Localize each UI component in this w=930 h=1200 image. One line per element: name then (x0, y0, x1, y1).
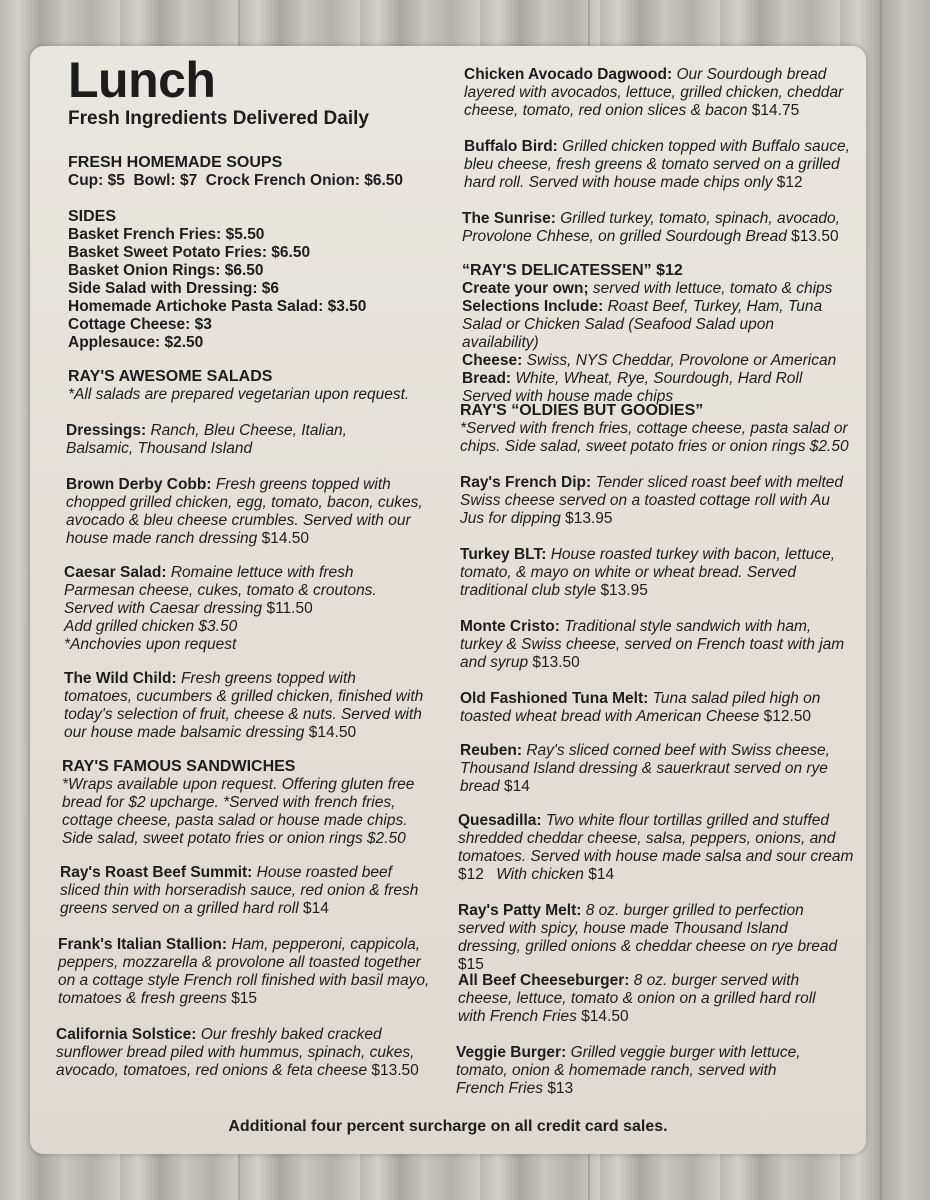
deli-selections-label: Selections Include: (462, 298, 604, 315)
board-seam (880, 0, 882, 1200)
item-desc: Fresh greens topped with tomatoes, cucumbers & grilled chicken, finished with today's selection of fruit, cheese & nuts. Served with our house made balsamic dressing (64, 670, 424, 741)
oldies-section (460, 402, 852, 456)
item-name: Quesadilla: (458, 812, 542, 829)
item-name: California Solstice: (56, 1026, 197, 1043)
menu-item (460, 474, 852, 528)
item-desc: Grilled turkey, tomato, spinach, avocado, Provolone Chhese, on grilled Sourdough Bread (462, 210, 840, 245)
item-desc: Two white flour tortillas grilled and stuffed shredded cheddar cheese, salsa, peppers, onions, and tomatoes. Served with house made salsa and sour cream (458, 812, 854, 865)
item-price: $14.75 (751, 102, 800, 119)
item-name: Buffalo Bird: (464, 138, 558, 155)
item-desc: House roasted turkey with bacon, lettuce, tomato, & mayo on white or wheat bread. Served traditional club style (460, 546, 836, 599)
menu-item (64, 670, 428, 742)
menu-item (458, 812, 854, 884)
surcharge-notice: Additional four percent surcharge on all credit card sales. (228, 1118, 668, 1135)
item-desc: Tuna salad piled high on toasted wheat bread with American Cheese (460, 690, 821, 725)
menu-item (460, 742, 852, 796)
deli-create-label: Create your own; (462, 280, 589, 297)
item-price: $14 (503, 778, 530, 795)
item-desc: Our Sourdough bread layered with avocados, lettuce, grilled chicken, cheddar cheese, tomato, red onion slices & bacon (464, 66, 844, 119)
item-price: $14.50 (581, 1008, 629, 1025)
menu-subtitle: Fresh Ingredients Delivered Daily (68, 108, 369, 129)
soups-prices: Cup: $5 Bowl: $7 Crock French Onion: $6.50 (68, 172, 404, 189)
deli-bread-text: White, Wheat, Rye, Sourdough, Hard Roll (515, 370, 803, 387)
soups-heading: FRESH HOMEMADE SOUPS (68, 154, 283, 171)
item-name: The Wild Child: (64, 670, 177, 687)
item-desc: Grilled veggie burger with lettuce, tomato, onion & homemade ranch, served with French Fries (456, 1044, 801, 1097)
salads-section (68, 368, 448, 404)
list-item: Basket Onion Rings: $6.50 (68, 262, 264, 279)
item-price: $15 (458, 956, 484, 973)
dressings-label: Dressings: (66, 422, 147, 439)
item-price: $12 (776, 174, 803, 191)
item-desc: House roasted beef sliced thin with horseradish sauce, red onion & fresh greens served on a grilled hard roll (60, 864, 419, 917)
sandwiches-section (62, 758, 424, 848)
item-price: $14 (302, 900, 329, 917)
item-name: Monte Cristo: (460, 618, 560, 635)
deli-selections-text: Roast Beef, Turkey, Ham, Tuna Salad or Chicken Salad (Seafood Salad upon availability) (462, 298, 823, 351)
list-item: Applesauce: $2.50 (68, 334, 204, 351)
item-desc: Ham, pepperoni, cappicola, peppers, mozzarella & provolone all toasted together on a cottage style French roll finished with basil mayo, tomatoes & fresh greens (58, 936, 430, 1007)
item-desc: Ray's sliced corned beef with Swiss cheese, Thousand Island dressing & sauerkraut served on rye bread (460, 742, 830, 795)
menu-item (464, 138, 856, 192)
menu-page (30, 46, 866, 1154)
item-name: Turkey BLT: (460, 546, 547, 563)
item-price: $14.50 (261, 530, 310, 547)
menu-title: Lunch (68, 52, 216, 108)
item-desc: Grilled chicken topped with Buffalo sauce, bleu cheese, fresh greens & tomato served on a grilled hard roll. Served with house made chips only (464, 138, 850, 191)
deli-served: Served with house made chips (462, 388, 674, 405)
item-desc: Fresh greens topped with chopped grilled chicken, egg, tomato, bacon, cukes, avocado & bleu cheese crumbles. Served with our house made ranch dressing (66, 476, 423, 547)
sandwiches-heading: RAY'S FAMOUS SANDWICHES (62, 758, 296, 775)
menu-item (458, 972, 838, 1026)
item-price: $14.50 (308, 724, 357, 741)
item-name: Reuben: (460, 742, 522, 759)
item-name: Brown Derby Cobb: (66, 476, 212, 493)
menu-item (462, 210, 852, 246)
item-extra: With chicken (496, 866, 584, 883)
menu-item (464, 66, 844, 120)
item-price: $13.50 (371, 1062, 419, 1079)
deli-bread-label: Bread: (462, 370, 512, 387)
soups-section (68, 154, 448, 190)
dressings-item (66, 422, 366, 458)
item-price: $13 (547, 1080, 574, 1097)
item-name: Ray's Roast Beef Summit: (60, 864, 253, 881)
item-desc: Traditional style sandwich with ham, turkey & Swiss cheese, served on French toast with jam and syrup (460, 618, 845, 671)
sides-heading: SIDES (68, 208, 117, 225)
item-price: $13.50 (532, 654, 580, 671)
item-name: Frank's Italian Stallion: (58, 936, 228, 953)
item-price: $13.95 (565, 510, 613, 527)
item-name: Ray's Patty Melt: (458, 902, 582, 919)
deli-section (462, 262, 854, 406)
menu-item (460, 546, 854, 600)
item-price: $12 (458, 866, 484, 883)
salads-heading: RAY'S AWESOME SALADS (68, 368, 273, 385)
item-name: Ray's French Dip: (460, 474, 592, 491)
menu-item (458, 902, 854, 974)
menu-item (64, 564, 384, 654)
menu-item (456, 1044, 820, 1098)
list-item: Homemade Artichoke Pasta Salad: $3.50 (68, 298, 367, 315)
menu-item (58, 936, 434, 1008)
item-price: $12.50 (763, 708, 811, 725)
oldies-heading: RAY'S “OLDIES BUT GOODIES” (460, 402, 704, 419)
sandwiches-note: *Wraps available upon request. Offering gluten free bread for $2 upcharge. *Served with french fries, cottage cheese, pasta salad or house made chips. Side salad, sweet potato fries or onion rings $2.50 (62, 776, 415, 847)
deli-cheese-text: Swiss, NYS Cheddar, Provolone or American (526, 352, 837, 369)
sides-section (68, 208, 448, 352)
deli-cheese-label: Cheese: (462, 352, 523, 369)
menu-item (60, 864, 426, 918)
menu-item (460, 690, 830, 726)
list-item: Side Salad with Dressing: $6 (68, 280, 280, 297)
item-extra: *Anchovies upon request (64, 636, 237, 653)
item-name: All Beef Cheeseburger: (458, 972, 630, 989)
item-name: Chicken Avocado Dagwood: (464, 66, 673, 83)
oldies-note: *Served with french fries, cottage cheese, pasta salad or chips. Side salad, sweet potato fries or onion rings $2.50 (460, 420, 849, 455)
deli-heading: “RAY'S DELICATESSEN” $12 (462, 262, 683, 279)
menu-item (56, 1026, 432, 1080)
salads-note: *All salads are prepared vegetarian upon request. (68, 386, 410, 403)
menu-item (460, 618, 854, 672)
item-extra-price: $14 (588, 866, 615, 883)
item-name: Caesar Salad: (64, 564, 167, 581)
list-item: Basket Sweet Potato Fries: $6.50 (68, 244, 311, 261)
item-price: $13.95 (600, 582, 648, 599)
deli-create-text: served with lettuce, tomato & chips (592, 280, 833, 297)
item-desc: 8 oz. burger grilled to perfection served with spicy, house made Thousand Island dressing, grilled onions & cheddar cheese on rye bread (458, 902, 838, 955)
menu-item (66, 476, 426, 548)
item-name: The Sunrise: (462, 210, 556, 227)
item-desc: Tender sliced roast beef with melted Swiss cheese served on a toasted cottage roll with Au Jus for dipping (460, 474, 844, 527)
item-price: $15 (231, 990, 258, 1007)
list-item: Cottage Cheese: $3 (68, 316, 212, 333)
item-desc: 8 oz. burger served with cheese, lettuce, tomato & onion on a grilled hard roll with French Fries (458, 972, 816, 1025)
item-desc: Romaine lettuce with fresh Parmesan cheese, cukes, tomato & croutons. Served with Caesar dressing (64, 564, 377, 617)
item-name: Veggie Burger: (456, 1044, 567, 1061)
item-price: $13.50 (791, 228, 839, 245)
dressings-text: Ranch, Bleu Cheese, Italian, Balsamic, Thousand Island (66, 422, 347, 457)
item-extra: Add grilled chicken $3.50 (64, 618, 238, 635)
item-name: Old Fashioned Tuna Melt: (460, 690, 649, 707)
item-desc: Our freshly baked cracked sunflower bread piled with hummus, spinach, cukes, avocado, tomatoes, red onions & feta cheese (56, 1026, 415, 1079)
item-price: $11.50 (266, 600, 313, 617)
list-item: Basket French Fries: $5.50 (68, 226, 265, 243)
